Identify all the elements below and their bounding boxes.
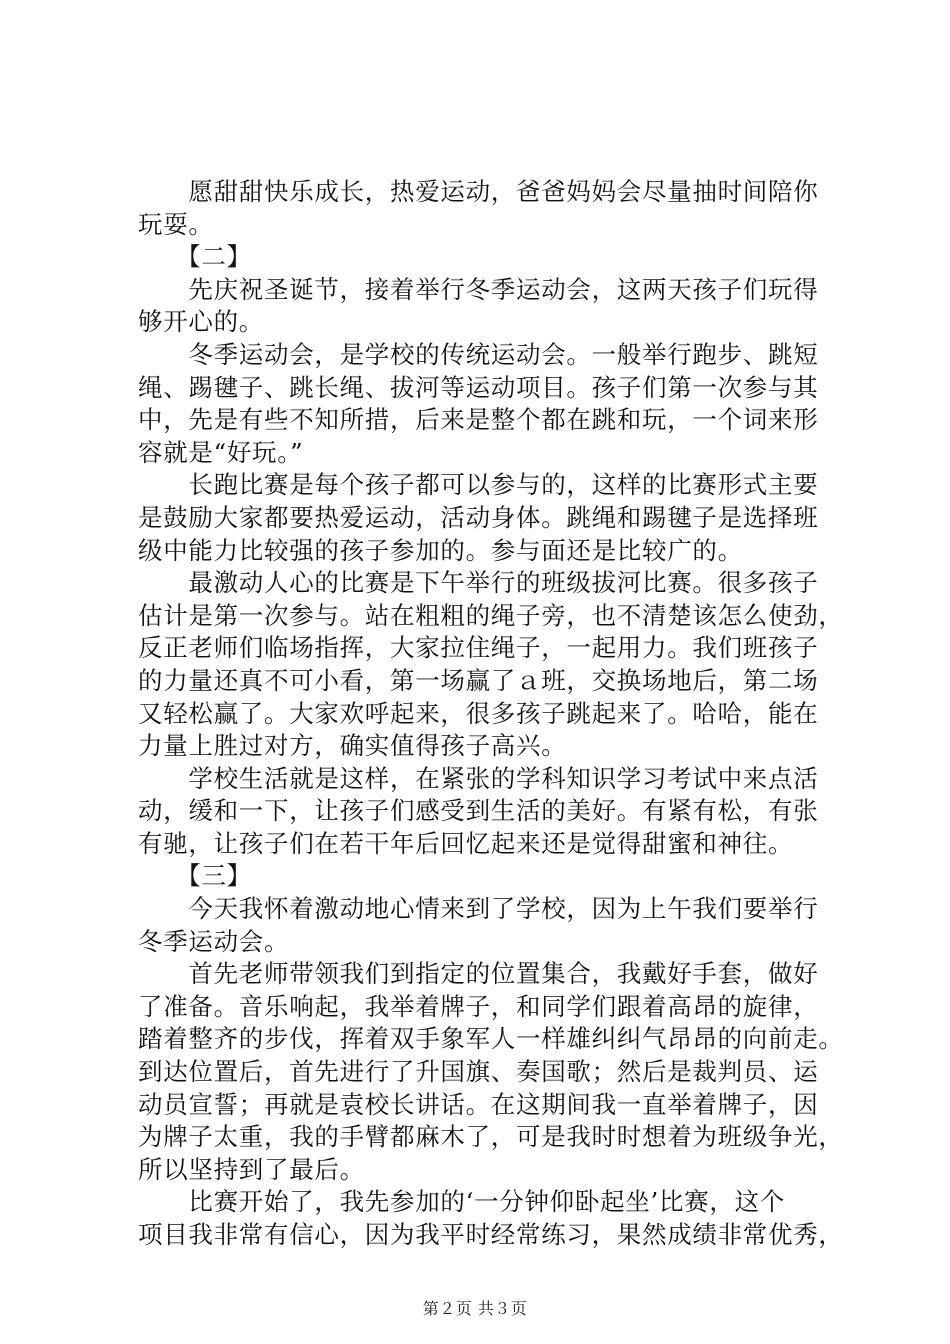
text-line: 为牌子太重，我的手臂都麻木了，可是我时时想着为班级争光， — [138, 1122, 844, 1152]
text-line: 所以坚持到了最后。 — [138, 1154, 365, 1184]
text-line: 了准备。音乐响起，我举着牌子，和同学们跟着高昂的旋律， — [138, 991, 819, 1021]
text-line: 动，缓和一下，让孩子们感受到生活的美好。有紧有松，有张 — [138, 796, 819, 826]
text-line: 够开心的。 — [138, 307, 264, 337]
text-line: 力量上胜过对方，确实值得孩子高兴。 — [138, 731, 567, 761]
text-line: 反正老师们临场指挥，大家拉住绳子，一起用力。我们班孩子 — [138, 633, 819, 663]
document-body — [138, 176, 844, 1252]
text-line: 估计是第一次参与。站在粗粗的绳子旁，也不清楚该怎么使劲， — [138, 600, 844, 630]
text-line: 是鼓励大家都要热爱运动，活动身体。跳绳和踢毽子是选择班 — [138, 502, 819, 532]
text-line: 今天我怀着激动地心情来到了学校，因为上午我们要举行 — [138, 894, 819, 924]
text-line: 最激动人心的比赛是下午举行的班级拔河比赛。很多孩子 — [138, 568, 819, 598]
page-footer — [0, 1296, 950, 1319]
text-line: 的力量还真不可小看，第一场赢了ａ班，交换场地后，第二场 — [138, 665, 819, 695]
text-line: 项目我非常有信心，因为我平时经常练习，果然成绩非常优秀， — [138, 1220, 844, 1249]
text-line: 有驰，让孩子们在若干年后回忆起来还是觉得甜蜜和神往。 — [138, 828, 794, 858]
text-line: 踏着整齐的步伐，挥着双手象军人一样雄纠纠气昂昂的向前走。 — [138, 1024, 844, 1054]
text-line: 玩耍。 — [138, 209, 214, 239]
text-line: 首先老师带领我们到指定的位置集合，我戴好手套，做好 — [138, 959, 819, 989]
text-line: 绳、踢毽子、跳长绳、拔河等运动项目。孩子们第一次参与其 — [138, 372, 819, 402]
text-line: 到达位置后，首先进行了升国旗、奏国歌；然后是裁判员、运 — [138, 1057, 819, 1087]
text-line: 冬季运动会，是学校的传统运动会。一般举行跑步、跳短 — [138, 339, 819, 369]
section-heading: 【二】 — [138, 242, 252, 272]
text-line: 冬季运动会。 — [138, 926, 290, 956]
text-line: 级中能力比较强的孩子参加的。参与面还是比较广的。 — [138, 535, 743, 565]
text-line: 中，先是有些不知所措，后来是整个都在跳和玩，一个词来形 — [138, 405, 819, 435]
text-line: 比赛开始了，我先参加的‘一分钟仰卧起坐’比赛，这个 — [138, 1187, 785, 1217]
text-line: 愿甜甜快乐成长，热爱运动，爸爸妈妈会尽量抽时间陪你 — [138, 177, 819, 206]
text-line: 学校生活就是这样，在紧张的学科知识学习考试中来点活 — [138, 763, 819, 793]
text-line: 又轻松赢了。大家欢呼起来，很多孩子跳起来了。哈哈，能在 — [138, 698, 819, 728]
text-line: 容就是“好玩。” — [138, 437, 304, 467]
text-line: 动员宣誓；再就是袁校长讲话。在这期间我一直举着牌子，因 — [138, 1089, 819, 1119]
section-heading: 【三】 — [138, 861, 252, 891]
page-number: 第２页 共３页 — [422, 1299, 528, 1318]
text-line: 先庆祝圣诞节，接着举行冬季运动会，这两天孩子们玩得 — [138, 274, 819, 304]
text-line: 长跑比赛是每个孩子都可以参与的，这样的比赛形式主要 — [138, 470, 819, 500]
